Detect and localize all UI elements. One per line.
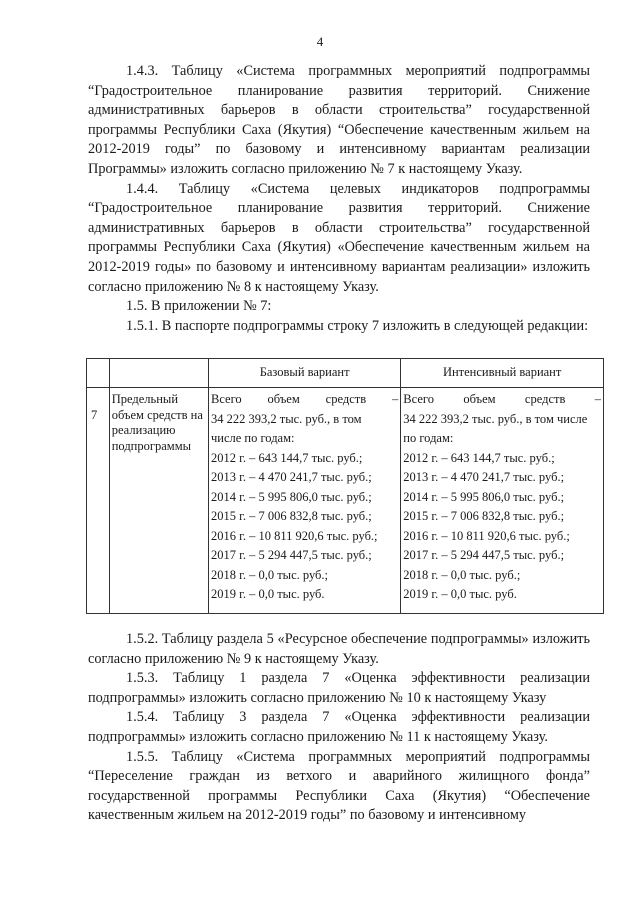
- amount-line: 2016 г. – 10 811 920,6 тыс. руб.;: [210, 528, 378, 543]
- paragraph-1-5-5: 1.5.5. Таблицу «Система программных мероприятий подпрограммы “Переселение граждан из ветхого и аварийного жилищного фонда” государственной программы Республики Саха (Якутия) “Обеспечение качественным жильем на 2012-2019 годы” по базовому и интенсивному: [88, 748, 590, 824]
- paragraph-1-5-1: 1.5.1. В паспорте подпрограммы строку 7 изложить в следующей редакции:: [126, 317, 589, 334]
- intensive-variant-cell: [401, 388, 604, 614]
- amount-line: 2013 г. – 4 470 241,7 тыс. руб.;: [403, 470, 565, 484]
- paragraph-1-4-3: 1.4.3. Таблицу «Система программных мероприятий подпрограммы “Градостроительное планирование развития территорий. Снижение административных барьеров в области строительства” государственной программы Республики Саха (Якутия) “Обеспечение качественным жильем на 2012-2019 годы” по базовому и интенсивному вариантам реализации Программы» изложить согласно приложению № 7 к настоящему Указу.: [88, 63, 590, 177]
- amount-line: 2012 г. – 643 144,7 тыс. руб.;: [403, 450, 555, 465]
- header-empty-cell: [87, 359, 110, 388]
- paragraph-1-5-2: 1.5.2. Таблицу раздела 5 «Ресурсное обеспечение подпрограммы» изложить согласно приложению № 9 к настоящему Указу.: [88, 631, 590, 667]
- amount-line: 2016 г. – 10 811 920,6 тыс. руб.;: [403, 528, 570, 543]
- amount-line: 2019 г. – 0,0 тыс. руб.: [403, 587, 517, 601]
- row-number: 7: [87, 388, 110, 614]
- amount-line: 2018 г. – 0,0 тыс. руб.;: [210, 567, 328, 582]
- paragraph-1-5-4: 1.5.4. Таблицу 3 раздела 7 «Оценка эффективности реализации подпрограммы» изложить согласно приложению № 11 к настоящему Указу.: [88, 709, 590, 745]
- amount-line: Всего объем средств –: [210, 392, 399, 406]
- amount-line: 2015 г. – 7 006 832,8 тыс. руб.;: [210, 509, 372, 523]
- row-name: Предельный объем средств на реализацию подпрограммы: [109, 388, 208, 614]
- header-base-variant: Базовый вариант: [208, 359, 400, 388]
- amount-line: по годам:: [403, 431, 454, 445]
- amount-line: 2014 г. – 5 995 806,0 тыс. руб.;: [210, 489, 372, 504]
- amount-line: 2012 г. – 643 144,7 тыс. руб.;: [210, 450, 363, 465]
- amount-line: 2015 г. – 7 006 832,8 тыс. руб.;: [403, 509, 565, 523]
- intro-paragraphs: [88, 62, 590, 336]
- after-paragraphs: [88, 630, 590, 826]
- base-variant-cell: [208, 388, 400, 614]
- table-header-row: [87, 359, 604, 388]
- amount-line: 2019 г. – 0,0 тыс. руб.: [210, 587, 325, 601]
- amount-line: Всего объем средств –: [403, 392, 601, 406]
- paragraph-1-4-4: 1.4.4. Таблицу «Система целевых индикаторов подпрограммы “Градостроительное планирование развития территорий. Снижение административных барьеров в области строительства” государственной программы Республики Саха (Якутия) «Обеспечение качественным жильем на 2012-2019 годы» по базовому и интенсивному вариантам реализации» изложить согласно приложению № 8 к настоящему Указу.: [88, 180, 590, 295]
- amount-line: числе по годам:: [210, 431, 295, 445]
- paragraph-1-5-3: 1.5.3. Таблицу 1 раздела 7 «Оценка эффективности реализации подпрограммы» изложить согласно приложению № 10 к настоящему Указу: [88, 670, 590, 706]
- passport-table: [86, 358, 604, 614]
- page-number: 4: [316, 34, 324, 49]
- table-row: [87, 388, 604, 614]
- amount-line: 34 222 393,2 тыс. руб., в том: [210, 411, 362, 426]
- amount-line: 34 222 393,2 тыс. руб., в том числе: [403, 411, 588, 426]
- amount-line: 2018 г. – 0,0 тыс. руб.;: [403, 567, 521, 582]
- amount-line: 2014 г. – 5 995 806,0 тыс. руб.;: [403, 489, 565, 504]
- amount-line: 2013 г. – 4 470 241,7 тыс. руб.;: [210, 470, 372, 484]
- paragraph-1-5: 1.5. В приложении № 7:: [126, 298, 272, 315]
- header-intensive-variant: Интенсивный вариант: [401, 359, 604, 388]
- amount-line: 2017 г. – 5 294 447,5 тыс. руб.;: [210, 548, 372, 562]
- amount-line: 2017 г. – 5 294 447,5 тыс. руб.;: [403, 548, 565, 562]
- header-empty-cell: [109, 359, 208, 388]
